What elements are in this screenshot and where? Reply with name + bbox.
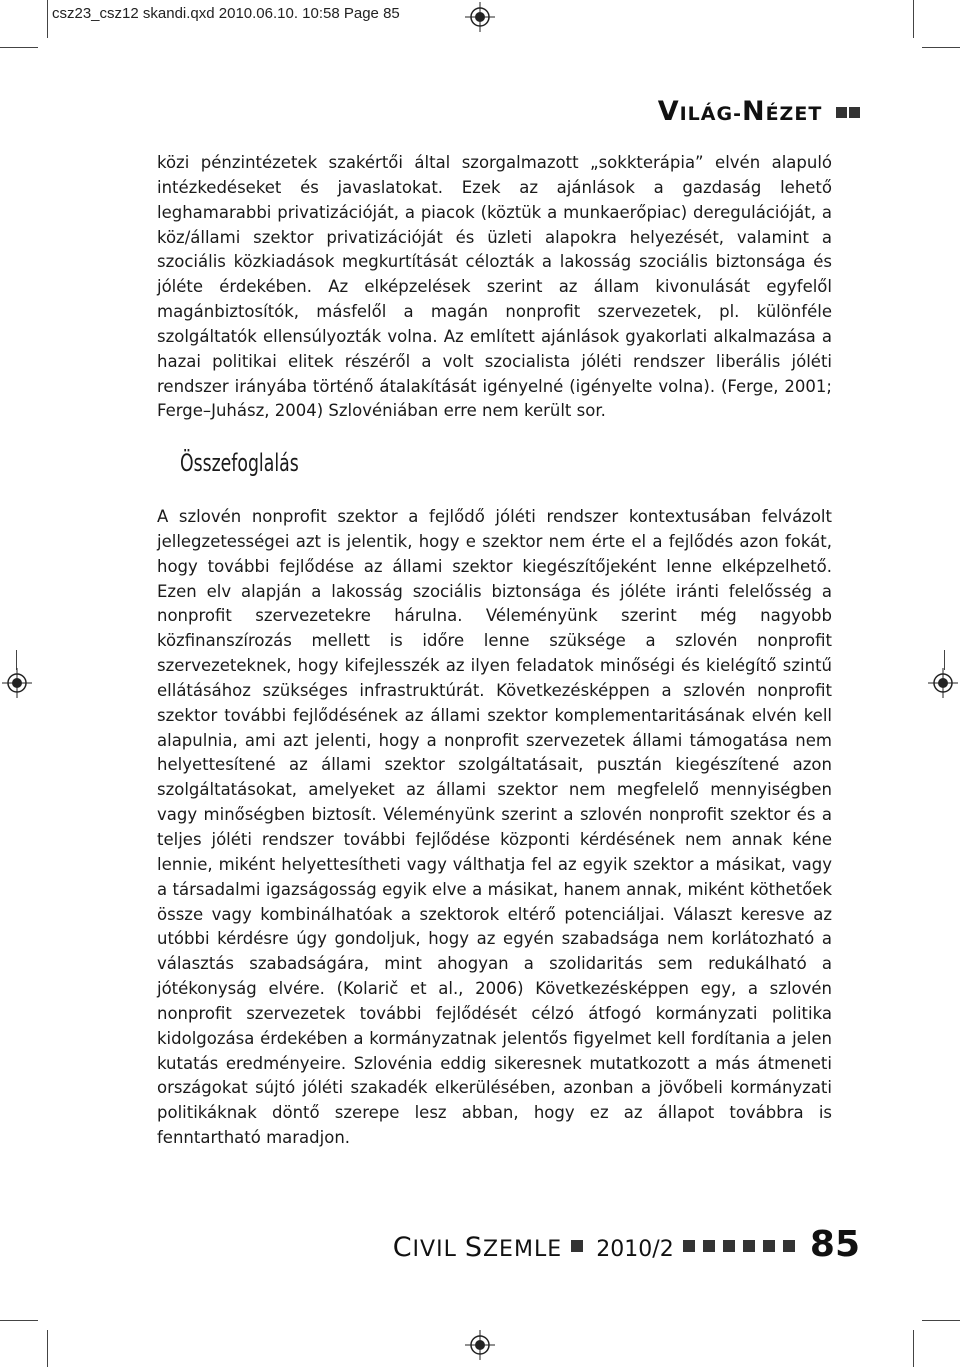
crop-mark-right-bottom [922,1320,960,1321]
crop-mark-top-left [47,0,48,38]
crop-mark-top-right [913,0,914,38]
square-bullet-icon [783,1240,795,1252]
registration-mark-right-icon [928,668,958,698]
crop-mark-left-top [0,47,38,48]
crop-mark-left-bottom [0,1320,38,1321]
crop-mark-mid-right [944,650,945,670]
square-bullet-icon [703,1240,715,1252]
square-bullet-icon [743,1240,755,1252]
square-bullet-icon [723,1240,735,1252]
registration-mark-top-icon [465,2,495,32]
issue-number: 2010/2 [596,1237,674,1262]
square-bullet-icon [571,1240,583,1252]
crop-mark-right-top [922,47,960,48]
page-footer [393,1224,860,1265]
registration-mark-bottom-icon [465,1330,495,1360]
square-bullet-icon [683,1240,695,1252]
journal-name: CIVIL SZEMLE [392,1232,563,1263]
square-bullet-icon [849,107,860,118]
intro-paragraph: közi pénzintézetek szakértői által szorgalmazott „sokkterápia” elvén alapuló intézkedéseket és javaslatokat. Ezek az ajánlások a gazdaság lehető leghamarabbi privatizációját, a piacok (köztük a munkaerőpiac) deregulációját, a köz/állami szektor privatizációját és üzleti alapokra helyezését, valamint a szociális közkiadások megkurtítását célozták a lakosság szociális biztonsága és jóléte érdekében. Az elképzelések szerint az állam kivonulását egyfelől magánbiztosítók, másfelől a magán nonprofit szervezetek, pl. különféle szolgáltatók ellensúlyozták volna. Az említett ajánlások gyakorlati alkalmazása a hazai politikai elitek részéről a volt szocialista jóléti rendszer liberális jóléti rendszer irányába történő átalakítását igényelné (igényelte volna). (Ferge, 2001; Ferge–Juhász, 2004) Szlovéniában erre nem került sor. [157,153,832,421]
crop-mark-bottom-right [913,1330,914,1367]
summary-paragraph: A szlovén nonprofit szektor a fejlődő jóléti rendszer kontextusában felvázolt jellegzetességei azt is jelentik, hogy e szektor nem érte el a fejlődés azon fokát, hogy további fejlődése az állami szektor kiegészítőjeként lenne elképzelhető. Ezen elv alapján a lakosság szociális biztonsága és jóléte iránti felelősség a nonprofit szervezetekre hárulna. Véleményünk szerint még nagyobb közfinanszírozás mellett is időre lenne szüksége a szlovén nonprofit szervezeteknek, hogy kifejlesszék az ilyen feladatok minőségi és kielégítő szintű ellátásához szükséges infrastruktúrát. Következésképpen a szlovén nonprofit szektor további fejlődésének az állami szektor komplementaritásának elvén kell alapulnia, ami azt jelenti, hogy a nonprofit szervezetek állami támogatása nem helyettesítené az állami szektor szolgáltatásait, pusztán kiegészítené azon szolgáltatásokat, amelyeket az állami szektor nem megfelelő mennyiségben vagy minőségben biztosít. Véleményünk szerint a szlovén nonprofit szektor és a teljes jóléti rendszer további fejlődése központi kérdésének nem annak kéne lennie, miként helyettesítheti vagy válthatja fel az egyik szektor a másikat, vagy a társadalmi igazságosság egyik elve a másikat, hanem annak, miként köthetőek össze vagy kombinálhatóak a szektorok eltérő potenciáljai. Választ keresve az utóbbi kérdésre úgy gondoljuk, hogy az egyén szabadsága nem korlátozható a választás szabadságára, mint ahogyan a szolidaritás sem redukálható a jótékonyság elvére. (Kolarič et al., 2006) Következésképpen egy, a szlovén nonprofit szervezetek további fejlődését célzó átfogó kormányzati politika kidolgozása érdekében a kormányzatnak jelentős figyelmet kell fordítania a jelen kutatás eredményeire. Szlovénia eddig sikeresnek mutatkozott a más átmeneti országokat sújtó jóléti szakadék elkerülésében, azonban a jövőbeli kormányzati politikáknak döntő szerepe lesz abban, hogy ez az állapot továbbra is fenntartható maradjon. [157,507,832,1148]
summary-heading: Összefoglalás [180,449,299,477]
crop-mark-bottom-left [47,1330,48,1367]
crop-mark-mid-left [16,650,17,670]
page-number: 85 [809,1224,860,1265]
square-bullet-icon [836,107,847,118]
print-slug: csz23_csz12 skandi.qxd 2010.06.10. 10:58 Page 85 [52,5,400,22]
square-bullet-icon [763,1240,775,1252]
registration-mark-left-icon [2,668,32,698]
section-heading: VILÁG-NÉZET [658,96,860,127]
